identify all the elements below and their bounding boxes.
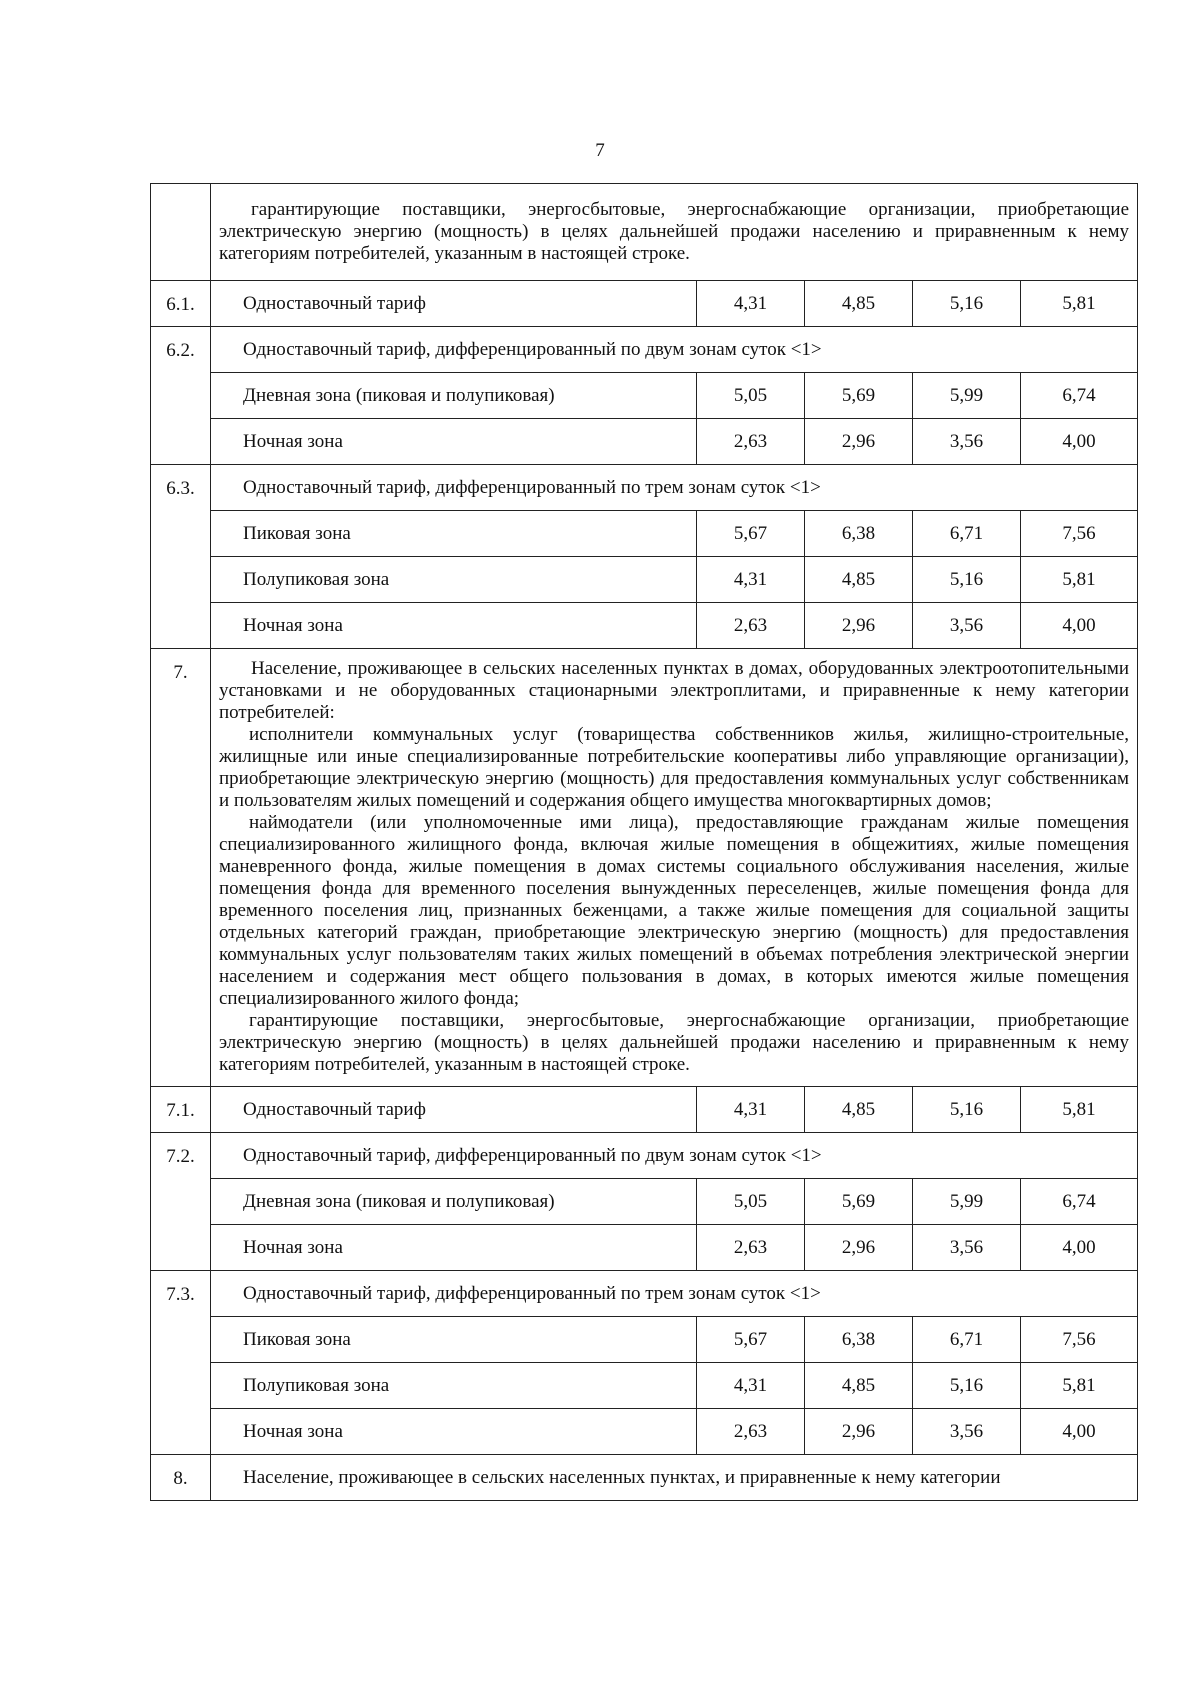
tariff-value: 7,56	[1021, 1317, 1138, 1363]
tariff-label: Ночная зона	[211, 419, 697, 465]
tariff-value: 3,56	[913, 1409, 1021, 1455]
tariff-value: 5,05	[697, 1179, 805, 1225]
table-row	[151, 603, 1138, 649]
tariff-value: 4,31	[697, 1363, 805, 1409]
table-row	[151, 419, 1138, 465]
tariff-value: 5,16	[913, 1363, 1021, 1409]
tariff-value: 4,31	[697, 1087, 805, 1133]
row-number: 7.1.	[151, 1087, 211, 1133]
tariff-value: 4,00	[1021, 419, 1138, 465]
tariff-value: 4,00	[1021, 603, 1138, 649]
tariff-value: 5,67	[697, 511, 805, 557]
tariff-label: Ночная зона	[211, 1409, 697, 1455]
table-row	[151, 511, 1138, 557]
page-number: 7	[595, 140, 605, 161]
tariff-label: Пиковая зона	[211, 1317, 697, 1363]
row-number: 8.	[151, 1455, 211, 1501]
tariff-value: 2,96	[805, 419, 913, 465]
tariff-value: 2,63	[697, 419, 805, 465]
tariff-value: 4,31	[697, 281, 805, 327]
tariff-value: 7,56	[1021, 511, 1138, 557]
row-number: 6.2.	[151, 327, 211, 465]
tariff-label: Пиковая зона	[211, 511, 697, 557]
category-description: Население, проживающее в сельских населенных пунктах, и приравненные к нему категории	[211, 1455, 1138, 1501]
row-number: 7.	[151, 649, 211, 1087]
table-row	[151, 557, 1138, 603]
tariff-value: 2,63	[697, 1225, 805, 1271]
tariff-value: 5,69	[805, 1179, 913, 1225]
tariff-value: 5,05	[697, 373, 805, 419]
table-row	[151, 1087, 1138, 1133]
tariff-label: Дневная зона (пиковая и полупиковая)	[211, 373, 697, 419]
tariff-value: 6,71	[913, 511, 1021, 557]
intro-paragraph-cell	[211, 184, 1138, 281]
tariff-value: 3,56	[913, 1225, 1021, 1271]
intro-paragraph: гарантирующие поставщики, энергосбытовые, энергоснабжающие организации, приобретающие электрическую энергию (мощность) в целях дальнейшей продажи населению и приравненным к нему категориям потребителей, указанным в настоящей строке.	[219, 198, 1130, 264]
tariff-value: 6,38	[805, 1317, 913, 1363]
row-number-cell	[151, 184, 211, 281]
category-paragraph: наймодатели (или уполномоченные ими лица), предоставляющие гражданам жилые помещения специализированного жилищного фонда, включая жилые помещения в общежитиях, жилые помещения маневренного фонда, жилые помещения в домах системы социального обслуживания населения, жилые помещения фонда для временного поселения вынужденных переселенцев, жилые помещения фонда для временного поселения лиц, признанных беженцами, а также жилые помещения для социальной защиты отдельных категорий граждан, приобретающие электрическую энергию (мощность) для предоставления коммунальных услуг пользователям таких жилых помещений в объемах потребления электрической энергии населением и содержания мест общего пользования в домах, в которых имеются жилые помещения специализированного жилого фонда;	[219, 812, 1130, 1009]
tariff-value: 5,81	[1021, 557, 1138, 603]
table-row	[151, 184, 1138, 281]
tariff-value: 4,85	[805, 557, 913, 603]
tariff-value: 4,31	[697, 557, 805, 603]
tariff-value: 5,99	[913, 373, 1021, 419]
tariff-value: 5,81	[1021, 1087, 1138, 1133]
tariff-value: 2,63	[697, 1409, 805, 1455]
tariff-value: 2,96	[805, 1225, 913, 1271]
table-row	[151, 1179, 1138, 1225]
tariff-value: 4,85	[805, 1363, 913, 1409]
row-number: 7.3.	[151, 1271, 211, 1455]
tariff-group-heading: Одноставочный тариф, дифференцированный по двум зонам суток <1>	[211, 1133, 1138, 1179]
tariff-value: 2,96	[805, 1409, 913, 1455]
table-row	[151, 1317, 1138, 1363]
category-paragraph: Население, проживающее в сельских населенных пунктах в домах, оборудованных электроотопительными установками и не оборудованных стационарными электроплитами, и приравненные к нему категории потребителей:	[219, 658, 1130, 723]
row-number: 7.2.	[151, 1133, 211, 1271]
row-number: 6.3.	[151, 465, 211, 649]
tariff-value: 5,67	[697, 1317, 805, 1363]
tariff-label: Дневная зона (пиковая и полупиковая)	[211, 1179, 697, 1225]
tariff-value: 3,56	[913, 603, 1021, 649]
tariff-label: Одноставочный тариф	[211, 1087, 697, 1133]
table-row	[151, 649, 1138, 1087]
tariff-group-heading: Одноставочный тариф, дифференцированный по трем зонам суток <1>	[211, 465, 1138, 511]
table-row	[151, 327, 1138, 373]
tariff-value: 4,85	[805, 1087, 913, 1133]
tariff-label: Одноставочный тариф	[211, 281, 697, 327]
tariff-value: 6,74	[1021, 373, 1138, 419]
table-row	[151, 373, 1138, 419]
category-paragraph: исполнители коммунальных услуг (товарищества собственников жилья, жилищно-строительные, жилищные или иные специализированные потребительские кооперативы либо управляющие организации), приобретающие электрическую энергию (мощность) для предоставления коммунальных услуг собственникам и пользователям жилых помещений и содержания общего имущества многоквартирных домов;	[219, 724, 1130, 811]
tariff-value: 5,16	[913, 1087, 1021, 1133]
tariff-label: Полупиковая зона	[211, 557, 697, 603]
tariff-group-heading: Одноставочный тариф, дифференцированный по двум зонам суток <1>	[211, 327, 1138, 373]
table-row	[151, 1271, 1138, 1317]
tariff-value: 4,00	[1021, 1409, 1138, 1455]
tariff-value: 6,74	[1021, 1179, 1138, 1225]
table-row	[151, 1455, 1138, 1501]
tariff-label: Ночная зона	[211, 1225, 697, 1271]
tariff-value: 5,69	[805, 373, 913, 419]
row-number: 6.1.	[151, 281, 211, 327]
table-row	[151, 1225, 1138, 1271]
tariff-value: 2,63	[697, 603, 805, 649]
table-row	[151, 1133, 1138, 1179]
tariff-label: Ночная зона	[211, 603, 697, 649]
tariff-value: 5,81	[1021, 281, 1138, 327]
tariff-value: 5,81	[1021, 1363, 1138, 1409]
table-row	[151, 1409, 1138, 1455]
category-paragraph: гарантирующие поставщики, энергосбытовые, энергоснабжающие организации, приобретающие электрическую энергию (мощность) в целях дальнейшей продажи населению и приравненным к нему категориям потребителей, указанным в настоящей строке.	[219, 1010, 1130, 1075]
table-row	[151, 281, 1138, 327]
tariff-value: 2,96	[805, 603, 913, 649]
table-row	[151, 465, 1138, 511]
table-row	[151, 1363, 1138, 1409]
tariff-value: 4,85	[805, 281, 913, 327]
tariff-value: 5,16	[913, 281, 1021, 327]
tariff-label: Полупиковая зона	[211, 1363, 697, 1409]
tariff-value: 6,71	[913, 1317, 1021, 1363]
tariff-group-heading: Одноставочный тариф, дифференцированный по трем зонам суток <1>	[211, 1271, 1138, 1317]
tariff-value: 6,38	[805, 511, 913, 557]
tariff-value: 5,16	[913, 557, 1021, 603]
tariff-value: 4,00	[1021, 1225, 1138, 1271]
tariff-value: 3,56	[913, 419, 1021, 465]
category-description-cell	[211, 649, 1138, 1087]
tariff-table	[150, 183, 1138, 1501]
tariff-value: 5,99	[913, 1179, 1021, 1225]
